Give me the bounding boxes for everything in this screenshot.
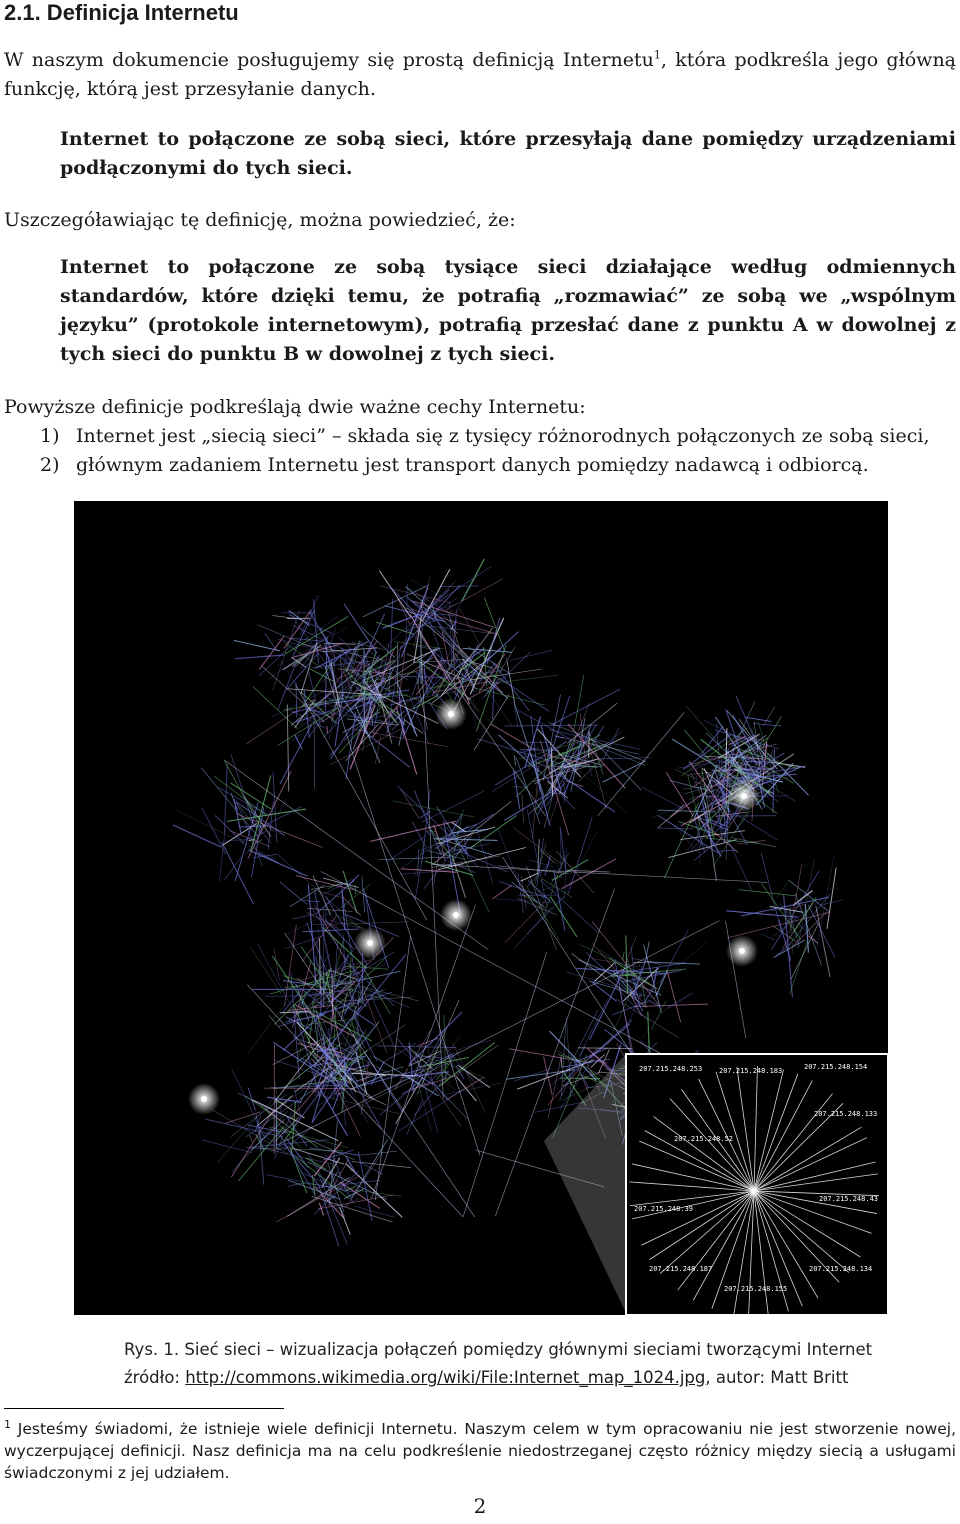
footnote	[4, 1418, 956, 1484]
ip-label: 207.215.248.187	[649, 1265, 713, 1273]
ip-label: 207.215.248.154	[804, 1063, 868, 1071]
lead-in-text: Uszczegóławiając tę definicję, można powiedzieć, że:	[4, 209, 516, 231]
footnote-text: Jesteśmy świadomi, że istnieje wiele definicji Internetu. Naszym celem w tym opracowaniu nie jest stworzenie nowej, wyczerpującej definicji. Nasz definicja ma na celu podkreślenie niedostrzeganej często różnicy między siecią a usługami świadczonymi z jej udziałem.	[4, 1420, 956, 1482]
intro-text-cont: , która podkreśla jego główną funkcję, którą jest przesyłanie danych.	[4, 49, 957, 100]
caption-source	[124, 1364, 884, 1392]
source-link[interactable]: http://commons.wikimedia.org/wiki/File:Internet_map_1024.jpg	[185, 1368, 706, 1387]
source-author: , autor: Matt Britt	[705, 1368, 849, 1387]
ip-label: 207.215.248.183	[719, 1067, 783, 1075]
ip-label: 207.215.248.253	[639, 1065, 703, 1073]
ip-label: 207.215.248.43	[819, 1195, 879, 1203]
definition-long: Internet to połączone ze sobą tysiące sieci działające według odmiennych standardów, które dzięki temu, że potrafią „rozmawiać” ze sobą we „wspólnym języku” (protokole internetowym), potrafią przesłać dane z punktu A w dowolnej z tych sieci do punktu B w dowolnej z tych sieci.	[60, 256, 956, 365]
caption-line: Rys. 1. Sieć sieci – wizualizacja połączeń pomiędzy głównymi sieciami tworzącymi Internet	[124, 1340, 873, 1359]
ip-label: 207.215.248.133	[814, 1110, 878, 1118]
footnote-ref[interactable]: 1	[653, 48, 661, 62]
list-number: 2)	[40, 454, 60, 476]
footnote-number: 1	[4, 1417, 11, 1431]
intro-paragraph	[4, 46, 956, 104]
section-heading: 2.1. Definicja Internetu	[4, 0, 239, 25]
definition-short: Internet to połączone ze sobą sieci, które przesyłają dane pomiędzy urządzeniami podłączonymi do tych sieci.	[60, 128, 956, 179]
list-item	[4, 451, 954, 480]
internet-map-image	[74, 501, 888, 1315]
list-text: głównym zadaniem Internetu jest transport danych pomiędzy nadawcą i odbiorcą.	[76, 454, 869, 476]
page-number: 2	[473, 1494, 487, 1518]
internet-map-graphic	[74, 501, 888, 1315]
ip-label: 207.215.248.52	[674, 1135, 734, 1143]
ip-label: 207.215.248.155	[724, 1285, 788, 1293]
list-item	[4, 422, 954, 451]
intro-text: W naszym dokumencie posługujemy się prostą definicją Internetu	[4, 49, 654, 71]
footnote-divider	[4, 1408, 284, 1409]
features-list	[4, 422, 954, 480]
features-intro: Powyższe definicje podkreślają dwie ważne cechy Internetu:	[4, 396, 586, 418]
figure-caption	[124, 1336, 884, 1392]
zoom-inset	[626, 1054, 888, 1315]
list-text: Internet jest „siecią sieci” – składa się z tysięcy różnorodnych połączonych ze sobą sieci,	[76, 425, 930, 447]
ip-label: 207.215.248.134	[809, 1265, 873, 1273]
ip-label: 207.215.248.39	[634, 1205, 694, 1213]
source-prefix: źródło:	[124, 1368, 186, 1387]
list-number: 1)	[40, 425, 60, 447]
